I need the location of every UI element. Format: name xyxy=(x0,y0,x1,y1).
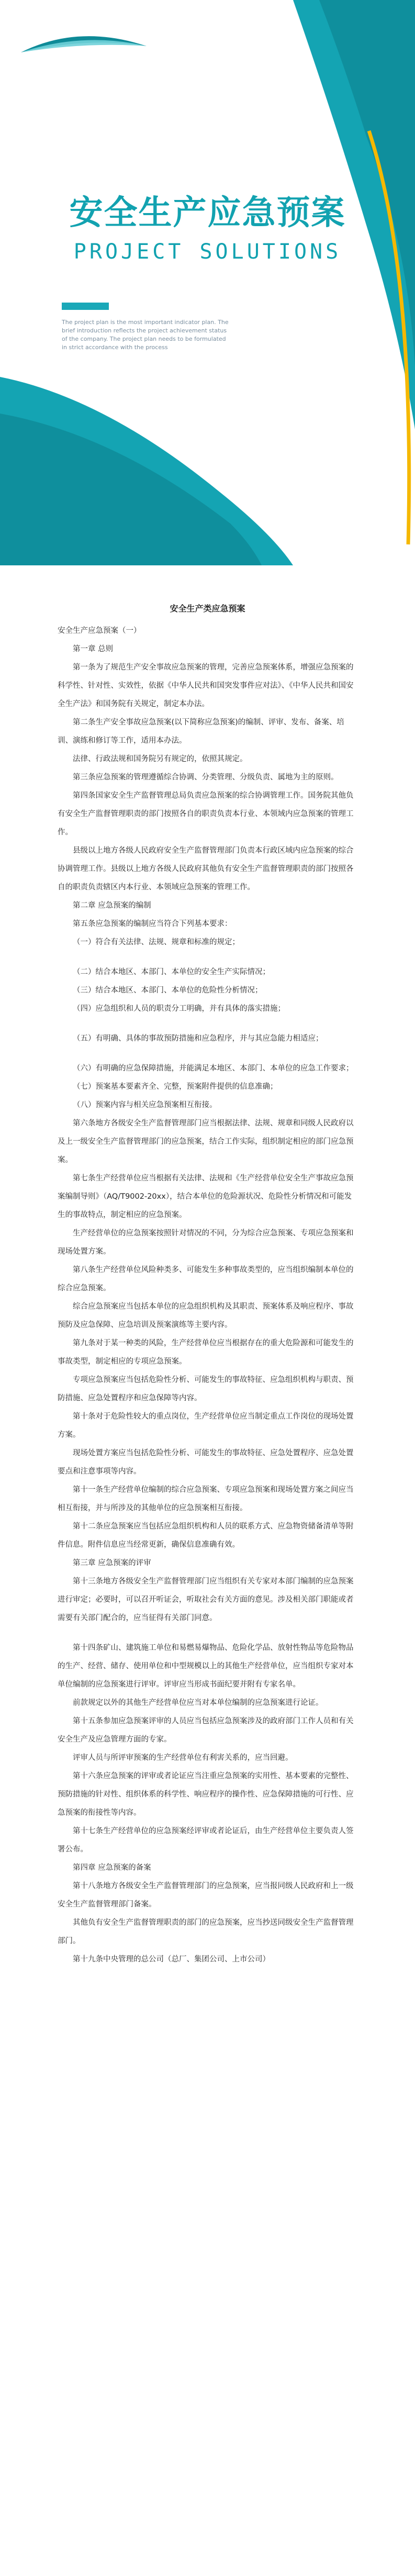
chapter-heading: 第四章 应急预案的备案 xyxy=(73,1864,151,1872)
doc-line: 前款规定以外的其他生产经营单位应当对本单位编制的应急预案进行论证。 xyxy=(73,1699,323,1707)
doc-line: 第四条国家安全生产监督管理总局负责应急预案的综合协调管理工作。国务院其他负有安全生产监督管理职责的部门按照各自的职责负责本行业、本领域内应急预案的管理工作。 xyxy=(58,791,354,837)
doc-line: 第五条应急预案的编制应当符合下列基本要求： xyxy=(73,920,232,928)
doc-line: 第十四条矿山、建筑施工单位和易燃易爆物品、危险化学品、放射性物品等危险物品的生产、经营、储存、使用单位和中型规模以上的其他生产经营单位，应当组织专家对本单位编制的应急预案进行评审。评审应当形成书面纪要并附有专家名单。 xyxy=(58,1644,354,1689)
chapter-heading: 第三章 应急预案的评审 xyxy=(73,1559,151,1567)
chapter-heading: 第一章 总则 xyxy=(73,645,114,653)
doc-line: 其他负有安全生产监督管理职责的部门的应急预案，应当抄送同级安全生产监督管理部门。 xyxy=(58,1919,354,1945)
doc-line: 第一条为了规范生产安全事故应急预案的管理，完善应急预案体系，增强应急预案的科学性、针对性、实效性，依据《中华人民共和国突发事件应对法》、《中华人民共和国安全生产法》和国务院有关规定，制定本办法。 xyxy=(58,663,354,708)
doc-line: （二）结合本地区、本部门、本单位的安全生产实际情况； xyxy=(73,968,270,976)
doc-line: 现场处置方案应当包括危险性分析、可能发生的事故特征、应急处置程序、应急处置要点和注意事项等内容。 xyxy=(58,1449,354,1476)
doc-line: 第十九条中央管理的总公司（总厂、集团公司、上市公司） xyxy=(73,1955,270,1964)
doc-line: 专项应急预案应当包括危险性分析、可能发生的事故特征、应急组织机构与职责、预防措施、应急处置程序和应急保障等内容。 xyxy=(58,1376,354,1402)
accent-bar xyxy=(62,303,109,310)
doc-line: （六）有明确的应急保障措施，并能满足本地区、本部门、本单位的应急工作要求； xyxy=(73,1064,354,1073)
chapter-heading: 第二章 应急预案的编制 xyxy=(73,901,151,910)
document-body xyxy=(58,599,357,1969)
doc-line: 第十条对于危险性较大的重点岗位，生产经营单位应当制定重点工作岗位的现场处置方案。 xyxy=(58,1412,354,1439)
doc-line: 第十七条生产经营单位的应急预案经评审或者论证后，由生产经营单位主要负责人签署公布。 xyxy=(58,1827,354,1854)
cover-decoration xyxy=(0,0,415,565)
doc-line: 第九条对于某一种类的风险，生产经营单位应当根据存在的重大危险源和可能发生的事故类型，制定相应的专项应急预案。 xyxy=(58,1339,354,1366)
doc-line: 综合应急预案应当包括本单位的应急组织机构及其职责、预案体系及响应程序、事故预防及应急保障、应急培训及预案演练等主要内容。 xyxy=(58,1302,354,1329)
doc-title: 安全生产类应急预案 xyxy=(170,604,245,614)
doc-line: 安全生产应急预案（一） xyxy=(58,627,141,635)
doc-line: 第十二条应急预案应当包括应急组织机构和人员的联系方式、应急物资储备清单等附件信息。附件信息应当经常更新，确保信息准确有效。 xyxy=(58,1522,354,1549)
doc-line: 生产经营单位的应急预案按照针对情况的不同，分为综合应急预案、专项应急预案和现场处置方案。 xyxy=(58,1229,354,1256)
doc-line: 第十五条参加应急预案评审的人员应当包括应急预案涉及的政府部门工作人员和有关安全生产及应急管理方面的专家。 xyxy=(58,1717,354,1744)
cover-title-en: PROJECT SOLUTIONS xyxy=(73,240,342,264)
doc-line: （三）结合本地区、本部门、本单位的危险性分析情况； xyxy=(73,986,263,995)
doc-line: 评审人员与所评审预案的生产经营单位有利害关系的，应当回避。 xyxy=(73,1754,293,1762)
doc-line: 第七条生产经营单位应当根据有关法律、法规和《生产经营单位安全生产事故应急预案编制导则》（AQ/T9002-20xx），结合本单位的危险源状况、危险性分析情况和可能发生的事故特点，制定相应的应急预案。 xyxy=(58,1174,354,1219)
doc-line: 第八条生产经营单位风险种类多、可能发生多种事故类型的，应当组织编制本单位的综合应急预案。 xyxy=(58,1266,354,1292)
doc-line: （一）符合有关法律、法规、规章和标准的规定； xyxy=(73,938,240,946)
doc-line: 第十六条应急预案的评审或者论证应当注重应急预案的实用性、基本要素的完整性、预防措施的针对性、组织体系的科学性、响应程序的操作性、应急保障措施的可行性、应急预案的衔接性等内容。 xyxy=(58,1772,354,1817)
doc-line: 第十三条地方各级安全生产监督管理部门应当组织有关专家对本部门编制的应急预案进行审定；必要时，可以召开听证会，听取社会有关方面的意见。涉及相关部门职能或者需要有关部门配合的，应当征得有关部门同意。 xyxy=(58,1577,354,1622)
doc-line: （四）应急组织和人员的职责分工明确，并有具体的落实措施； xyxy=(73,1005,285,1013)
doc-line: 县级以上地方各级人民政府安全生产监督管理部门负责本行政区域内应急预案的综合协调管理工作。县级以上地方各级人民政府其他负有安全生产监督管理职责的部门按照各自的职责负责辖区内本行业、本领域应急预案的管理工作。 xyxy=(58,846,354,891)
cover-subtitle: The project plan is the most important indicator plan. The brief introduction reflects the project achievement status of the company. The project plan needs to be formulated in strict accordance with the process xyxy=(62,319,229,351)
doc-line: （八）预案内容与相关应急预案相互衔接。 xyxy=(73,1101,217,1109)
cover-title-cn: 安全生产应急预案 xyxy=(69,194,346,232)
doc-line: 第六条地方各级安全生产监督管理部门应当根据法律、法规、规章和同级人民政府以及上一级安全生产监督管理部门的应急预案，结合工作实际，组织制定相应的部门应急预案。 xyxy=(58,1119,354,1164)
doc-line: （五）有明确、具体的事故预防措施和应急程序，并与其应急能力相适应； xyxy=(73,1034,323,1043)
doc-line: 第二条生产安全事故应急预案(以下简称应急预案)的编制、评审、发布、备案、培训、演练和修订等工作，适用本办法。 xyxy=(58,718,344,745)
doc-line: 第十八条地方各级安全生产监督管理部门的应急预案，应当报同级人民政府和上一级安全生产监督管理部门备案。 xyxy=(58,1882,354,1909)
doc-line: 第三条应急预案的管理遵循综合协调、分类管理、分级负责、属地为主的原则。 xyxy=(73,773,339,782)
doc-line: 法律、行政法规和国务院另有规定的，依照其规定。 xyxy=(73,755,248,763)
cover xyxy=(0,0,415,565)
doc-line: （七）预案基本要素齐全、完整，预案附件提供的信息准确； xyxy=(73,1083,278,1091)
doc-line: 第十一条生产经营单位编制的综合应急预案、专项应急预案和现场处置方案之间应当相互衔接，并与所涉及的其他单位的应急预案相互衔接。 xyxy=(58,1486,354,1512)
